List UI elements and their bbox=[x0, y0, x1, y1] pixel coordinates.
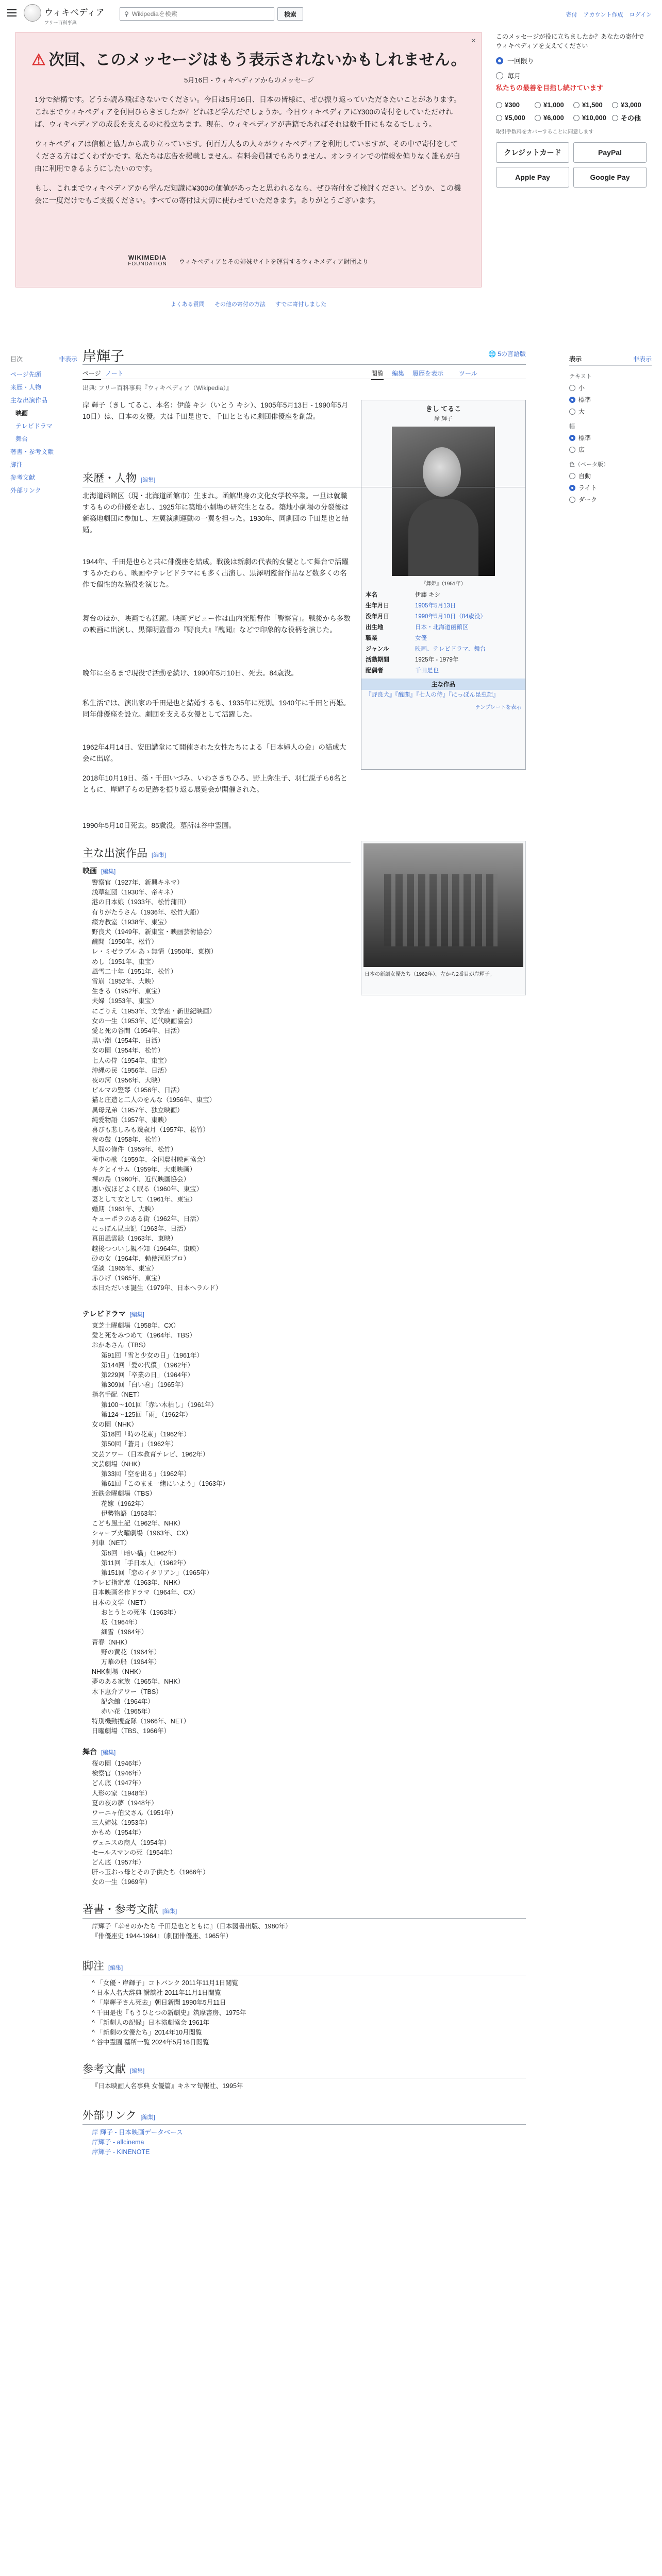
list-item: • 越後つついし親不知（1964年、東映） bbox=[92, 1244, 360, 1254]
donate-panel bbox=[496, 32, 647, 300]
donate-link[interactable]: 寄付 bbox=[566, 12, 577, 18]
toc-item[interactable]: 外部リンク bbox=[10, 487, 41, 494]
infobox-row: 活動期間 1925年 - 1979年 bbox=[366, 657, 459, 663]
list-item: • 綴方教室（1938年、東宝） bbox=[92, 918, 360, 927]
list-item: • どん底（1957年） bbox=[92, 1858, 360, 1868]
page-tabs bbox=[82, 367, 526, 379]
list-item: • 近鉄金曜劇場（TBS） bbox=[92, 1489, 360, 1499]
section-heading: 著書・参考文献 [編集] bbox=[82, 1901, 526, 1919]
external-links-list bbox=[92, 2128, 360, 2158]
list-item: • どん底（1947年） bbox=[92, 1778, 360, 1788]
list-item: • 岸 輝子 - 日本映画データベース bbox=[92, 2128, 360, 2138]
list-item: • 指名手配（NET） bbox=[92, 1390, 360, 1400]
list-item: • 荷車の歌（1959年、全国農村映画協会） bbox=[92, 1155, 360, 1165]
books-list bbox=[92, 1922, 360, 1941]
notes-list bbox=[92, 1978, 360, 2047]
list-item: • 愛と死の谷間（1954年、日活） bbox=[92, 1026, 360, 1036]
edit-link[interactable]: [編集] bbox=[130, 2068, 145, 2074]
list-item: • 黒い潮（1954年、日活） bbox=[92, 1036, 360, 1046]
photo-caption: 『舞姫』（1951年） bbox=[421, 581, 466, 587]
page-title: 岸輝子 bbox=[82, 349, 124, 364]
warning-icon: ⚠ bbox=[31, 52, 46, 69]
list-item: • 文芸劇場（NHK） bbox=[92, 1460, 360, 1469]
list-item: • 愛と死をみつめて（1964年、TBS） bbox=[92, 1331, 360, 1341]
list-item: • 喜びも悲しみも幾歳月（1957年、松竹） bbox=[92, 1125, 360, 1135]
tab-page[interactable]: ページ bbox=[82, 369, 101, 380]
list-item: • 猫と庄造と二人のをんな（1956年、東宝） bbox=[92, 1095, 360, 1105]
list-item: • 『日本映画人名事典 女優篇』キネマ旬報社、1995年 bbox=[92, 2081, 360, 2091]
list-item: • 『俳優座史 1944-1964』（劇団俳優座、1965年） bbox=[92, 1931, 360, 1941]
list-item: • こども風土記（1962年、NHK） bbox=[92, 1519, 360, 1529]
list-item: • 妻として女として（1961年、東宝） bbox=[92, 1195, 360, 1205]
list-item: • 港の日本娘（1933年、松竹蒲田） bbox=[92, 897, 360, 907]
from-wikipedia: 出典: フリー百科事典『ウィキペディア（Wikipedia）』 bbox=[82, 384, 233, 392]
body-paragraph: 晩年に至るまで現役で活動を続け、1990年5月10日、死去。84歳没。 bbox=[82, 669, 299, 677]
list-item: 4. ^ 千田是也『もうひとつの新劇史』筑摩書房、1975年 bbox=[92, 2008, 360, 2018]
list-item: ◦ 万華の船（1964年） bbox=[101, 1657, 360, 1667]
list-item: ◦ 細雪（1964年） bbox=[101, 1628, 360, 1637]
list-item: • 人間の條件（1959年、松竹） bbox=[92, 1145, 360, 1155]
edit-link[interactable]: [編集] bbox=[108, 1965, 123, 1971]
list-item: • 醜聞（1950年、松竹） bbox=[92, 937, 360, 947]
section-heading: 脚注 [編集] bbox=[82, 1958, 526, 1975]
list-item: • 悪い奴ほどよく眠る（1960年、東宝） bbox=[92, 1184, 360, 1194]
list-item: • 文芸アワー（日本教育テレビ、1962年） bbox=[92, 1450, 360, 1460]
color-auto[interactable]: 自動 bbox=[569, 471, 652, 480]
list-item: • セールスマンの死（1954年） bbox=[92, 1848, 360, 1858]
radio-icon bbox=[496, 72, 503, 79]
template-link[interactable]: テンプレートを表示 bbox=[475, 705, 521, 710]
credit-card-button[interactable]: クレジットカード bbox=[496, 142, 569, 163]
list-item: • 真田風雲録（1963年、東映） bbox=[92, 1234, 360, 1244]
appearance-panel bbox=[569, 354, 652, 507]
toc-hide-button[interactable]: 非表示 bbox=[58, 355, 77, 363]
banner-headline: ⚠ 次回、このメッセージはもう表示されないかもしれません。 bbox=[31, 52, 467, 69]
edit-link[interactable]: [編集] bbox=[162, 1908, 177, 1914]
list-item: • 婚期（1961年、大映） bbox=[92, 1205, 360, 1214]
amount-option[interactable]: ¥5,000 bbox=[496, 113, 531, 123]
wikipedia-logo[interactable] bbox=[24, 4, 41, 22]
list-item: • 列車（NET） bbox=[92, 1538, 360, 1548]
infobox-name: 岸 輝子 bbox=[434, 416, 453, 422]
refs-list bbox=[92, 2081, 360, 2091]
list-item: ◦ 第50回「蒼月」（1962年） bbox=[101, 1439, 360, 1449]
group-photo-image[interactable] bbox=[363, 843, 523, 967]
toc-item[interactable]: 脚注 bbox=[10, 461, 23, 468]
width-standard[interactable]: 標準 bbox=[569, 433, 652, 442]
list-item: 1. ^ 「女優・岸輝子」コトバンク 2011年11月1日閲覧 bbox=[92, 1978, 360, 1988]
list-item: ◦ 第144回「愛の代償」（1962年） bbox=[101, 1361, 360, 1370]
list-item: ◦ 花嫁（1962年） bbox=[101, 1499, 360, 1509]
list-item: • めし（1951年、東宝） bbox=[92, 957, 360, 967]
edit-link[interactable]: [編集] bbox=[141, 477, 156, 483]
amount-option[interactable]: ¥6,000 bbox=[535, 113, 569, 123]
list-item: ◦ 第11回「手日本人」（1962年） bbox=[101, 1558, 360, 1568]
list-item: • ヴェニスの商人（1954年） bbox=[92, 1838, 360, 1848]
list-item: • 特別機動捜査隊（1966年、NET） bbox=[92, 1717, 360, 1726]
infobox-row: 職業 女優 bbox=[366, 635, 427, 641]
list-item: ◦ 第8回「暗い橋」（1962年） bbox=[101, 1549, 360, 1558]
list-item: • 純愛物語（1957年、東映） bbox=[92, 1115, 360, 1125]
tab-tools[interactable]: ツール bbox=[459, 370, 477, 377]
list-item: • 女の一生（1953年、近代映画協会） bbox=[92, 1016, 360, 1026]
list-item: • 岸輝子 - KINENOTE bbox=[92, 2147, 360, 2157]
list-item: • 沖縄の民（1956年、日活） bbox=[92, 1066, 360, 1076]
create-account-link[interactable]: アカウント作成 bbox=[583, 12, 623, 18]
language-button[interactable]: 🌐 5の言語版 bbox=[488, 350, 526, 358]
fee-cover-note[interactable]: 取引手数料をカバーすることに同意します bbox=[496, 129, 594, 135]
infobox-kana: きし てるこ bbox=[425, 405, 461, 413]
list-item: • 岸輝子 - allcinema bbox=[92, 2138, 360, 2147]
donate-notice: 私たちの最善を目指し続けています bbox=[496, 84, 604, 92]
list-item: • レ・ミゼラブル あゝ無情（1950年、東横） bbox=[92, 947, 360, 957]
list-item: • 東芝土曜劇場（1958年、CX） bbox=[92, 1321, 360, 1331]
list-item: • 肝っ玉おっ母とその子供たち（1966年） bbox=[92, 1868, 360, 1877]
group-photo bbox=[361, 841, 526, 995]
list-item: ◦ 第151回「恋のイタリアン」（1965年） bbox=[101, 1568, 360, 1578]
appearance-hide-button[interactable]: 非表示 bbox=[633, 355, 652, 363]
list-item: ◦ 坂（1964年） bbox=[101, 1618, 360, 1628]
section-heading: 主な出演作品 [編集] bbox=[82, 845, 351, 862]
search-input[interactable] bbox=[132, 10, 256, 18]
appearance-header: 表示 非表示 bbox=[569, 354, 652, 366]
list-item: ◦ 第309回「白い巻」（1965年） bbox=[101, 1380, 360, 1390]
subsection-heading: 舞台 [編集] bbox=[82, 1748, 116, 1756]
list-item: • 女の園（NHK） bbox=[92, 1420, 360, 1430]
text-size-large[interactable]: 大 bbox=[569, 407, 652, 416]
text-size-label: テキスト bbox=[569, 374, 592, 380]
list-item: • シャープ火曜劇場（1963年、CX） bbox=[92, 1529, 360, 1538]
color-light[interactable]: ライト bbox=[569, 483, 652, 492]
infobox-row: 配偶者 千田是也 bbox=[366, 668, 439, 674]
list-item: • ビルマの竪琴（1956年、日活） bbox=[92, 1086, 360, 1095]
table-of-contents bbox=[10, 354, 77, 497]
lead-paragraph: 岸 輝子（きし てるこ、本名：伊藤 キシ（いとう キシ）、1905年5月13日 - 1990年5月10日）は、日本の女優。夫は千田是也で、千田とともに劇団俳優座を創設。 bbox=[82, 401, 349, 420]
wikimedia-logo: WIKIMEDIA FOUNDATION bbox=[128, 254, 167, 267]
edit-link[interactable]: [編集] bbox=[129, 1312, 144, 1318]
tab-edit[interactable]: 編集 bbox=[392, 370, 405, 377]
list-item: • 夫婦（1953年、東宝） bbox=[92, 996, 360, 1006]
list-item: • 本日ただいま誕生（1979年、日本ヘラルド） bbox=[92, 1283, 360, 1293]
toc-item[interactable]: テレビドラマ bbox=[15, 422, 53, 430]
list-item: • 砂の女（1964年、勅使河原プロ） bbox=[92, 1254, 360, 1264]
toc-item[interactable]: 主な出演作品 bbox=[10, 397, 48, 404]
list-item: ◦ 第124～125回「雨」（1962年） bbox=[101, 1410, 360, 1420]
edit-link[interactable]: [編集] bbox=[140, 2114, 155, 2121]
list-item: • NHK劇場（NHK） bbox=[92, 1667, 360, 1677]
infobox-row: 出生地 日本・北海道函館区 bbox=[366, 624, 469, 631]
google-pay-button[interactable]: Google Pay bbox=[573, 167, 647, 188]
toc-item[interactable]: 著書・参考文献 bbox=[10, 448, 54, 455]
list-item: • 怪談（1965年、東宝） bbox=[92, 1264, 360, 1274]
list-item: 7. ^ 谷中霊園 墓所一覧 2024年5月16日閲覧 bbox=[92, 2038, 360, 2047]
toc-item[interactable]: 来歴・人物 bbox=[10, 384, 42, 391]
list-item: • 日本映画名作ドラマ（1964年、CX） bbox=[92, 1588, 360, 1598]
infobox-row: ジャンル 映画、テレビドラマ、舞台 bbox=[366, 646, 486, 652]
list-item: • 浅草紅団（1930年、帝キネ） bbox=[92, 888, 360, 897]
list-item: 5. ^ 「新劇人の記録」日本演劇協会 1961年 bbox=[92, 2018, 360, 2028]
list-item: • かもめ（1954年） bbox=[92, 1828, 360, 1838]
amount-option[interactable]: ¥10,000 bbox=[573, 113, 608, 123]
faq-link[interactable]: よくある質問 bbox=[170, 301, 205, 308]
list-item: • 三人姉妹（1953年） bbox=[92, 1818, 360, 1828]
user-links bbox=[566, 10, 652, 19]
frequency-monthly[interactable]: 毎月 bbox=[496, 71, 647, 80]
banner-paragraph: ウィキペディアは信頼と協力から成り立っています。何百万人もの人々がウィキペディアを利用していますが、その中で寄付をしてくださる方はごくわずかです。私たちは広告を掲載しません。有料会員制でもありません。オンラインでの情報を偏りなく誰もが自由に利用できるようにしたいのです。 bbox=[35, 140, 461, 173]
frequency-once[interactable]: 一回限り bbox=[496, 56, 647, 65]
banner-date: 5月16日 - ウィキペディアからのメッセージ bbox=[184, 76, 314, 84]
list-item: ◦ 第229回「卒業の日」（1964年） bbox=[101, 1370, 360, 1380]
list-item: • 雪崩（1952年、大映） bbox=[92, 977, 360, 987]
list-item: ◦ 第61回「このまま一緒にいよう」（1963年） bbox=[101, 1479, 360, 1489]
infobox bbox=[361, 400, 526, 770]
list-item: • キクとイサム（1959年、大東映画） bbox=[92, 1165, 360, 1175]
list-item: • 生きる（1952年、東宝） bbox=[92, 987, 360, 996]
subsection-heading: 映画 [編集] bbox=[82, 867, 116, 875]
list-item: • 検察官（1946年） bbox=[92, 1769, 360, 1778]
section-heading: 参考文献 [編集] bbox=[82, 2061, 526, 2078]
toc-header: 目次 非表示 bbox=[10, 355, 77, 363]
radio-icon bbox=[496, 57, 503, 64]
list-item: • 夜の河（1956年、大映） bbox=[92, 1076, 360, 1086]
title-row bbox=[82, 344, 526, 365]
tv-list bbox=[92, 1321, 360, 1737]
body-paragraph: 1990年5月10日死去。85歳没。墓所は谷中霊園。 bbox=[82, 822, 236, 829]
login-link[interactable]: ログイン bbox=[629, 12, 652, 18]
fundraising-banner bbox=[15, 32, 482, 287]
site-wordmark[interactable] bbox=[44, 5, 105, 26]
edit-link[interactable]: [編集] bbox=[101, 869, 116, 875]
body-paragraph: 2018年10月19日、孫・千田いづみ、いわさきちひろ、野上弥生子、羽仁説子ら6名とともに、岸輝子らの足跡を振り返る展覧会が開催された。 bbox=[82, 774, 347, 793]
list-item: • テレビ指定席（1963年、NHK） bbox=[92, 1578, 360, 1588]
amount-option[interactable]: ¥3,000 bbox=[612, 101, 647, 109]
list-item: ◦ 第91回「雪と少女の日」（1961年） bbox=[101, 1351, 360, 1361]
payment-methods bbox=[496, 142, 647, 188]
body-paragraph: 私生活では、演出家の千田是也と結婚するも、1935年に死別。1940年に千田と再婚。同年俳優座を設立。劇団を支える女優として活躍した。 bbox=[82, 699, 351, 718]
site-title: ウィキペディア bbox=[44, 8, 105, 18]
banner-paragraph: 1分で結構です。どうか読み飛ばさないでください。今日は5月16日、日本の皆様に、ぜひ振り返っていただきたいことがあります。これまでウィキペディアを何回ひらきましたか？どれほど学んだでしょうか。今日ウィキペディアに¥300の寄付をしていただければ、ウィキペディアの成長を支えるのに役立ちます。現在、ウィキペディアが書籍であればそれは数千冊にもなるでしょう。 bbox=[35, 95, 461, 128]
list-item: • にごりえ（1953年、文学座・新世紀映画） bbox=[92, 1007, 360, 1016]
body-paragraph: 1944年、千田是也らと共に俳優座を結成。戦後は新劇の代表的女優として舞台で活躍するかたわら、映画やテレビドラマにも多く出演し、黒澤明監督作品など数多くの名作で個性的な脇役を演じた。 bbox=[82, 558, 349, 588]
list-item: • 七人の侍（1954年、東宝） bbox=[92, 1056, 360, 1066]
list-item: 2. ^ 日本人名大辞典 講談社 2011年11月1日閲覧 bbox=[92, 1988, 360, 1998]
list-item: • 警察官（1927年、新興キネマ） bbox=[92, 878, 360, 888]
list-item: • 異母兄弟（1957年、独立映画） bbox=[92, 1106, 360, 1115]
main-menu-icon[interactable] bbox=[7, 9, 16, 16]
body-paragraph: 北海道函館区（現・北海道函館市）生まれ。函館出身の文化女学校卒業。一旦は就職するものの俳優を志し、1925年に築地小劇場の研究生となる。築地小劇場の分裂後は新築地劇団に参加し、左翼演劇運動の一翼を担った。1930年、同劇団の千田是也と結婚。 bbox=[82, 492, 349, 534]
banner-footer-links bbox=[0, 300, 497, 308]
list-item: ◦ 記念館（1964年） bbox=[101, 1697, 360, 1707]
color-label: 色（ベータ版） bbox=[569, 462, 609, 468]
infobox-works-header: 主な作品 bbox=[361, 679, 525, 690]
other-ways-link[interactable]: その他の寄付の方法 bbox=[214, 301, 266, 308]
toc-item[interactable]: ページ先頭 bbox=[10, 371, 41, 378]
amount-option[interactable]: ¥1,000 bbox=[535, 101, 569, 109]
list-item: • 有りがたうさん（1936年、松竹大船） bbox=[92, 908, 360, 918]
list-item: • 青春（NHK） bbox=[92, 1638, 360, 1648]
toc-item-active[interactable]: 映画 bbox=[15, 410, 28, 417]
list-item: ◦ 第18回「時の花束」（1962年） bbox=[101, 1430, 360, 1439]
search-icon: ⚲ bbox=[124, 10, 129, 18]
color-dark[interactable]: ダーク bbox=[569, 495, 652, 504]
body-paragraph: 1962年4月14日、安田講堂にて開催された女性たちによる「日本婦人の会」の結成大会に出席。 bbox=[82, 743, 346, 762]
list-item: • 日本の文学（NET） bbox=[92, 1598, 360, 1608]
already-donated-link[interactable]: すでに寄付しました bbox=[275, 301, 327, 308]
list-item: ◦ 伊勢物語（1963年） bbox=[101, 1509, 360, 1519]
list-item: ◦ 野の黄花（1964年） bbox=[101, 1648, 360, 1657]
amount-option[interactable]: ¥300 bbox=[496, 101, 531, 109]
list-item: • 人形の家（1948年） bbox=[92, 1789, 360, 1799]
banner-from-text: ウィキペディアとその姉妹サイトを運営するウィキメディア財団より bbox=[179, 258, 369, 265]
search-button[interactable]: 検索 bbox=[277, 7, 303, 21]
text-size-standard[interactable]: 標準 bbox=[569, 395, 652, 404]
stage-list bbox=[92, 1759, 360, 1888]
list-item: • 裸の島（1960年、近代映画協会） bbox=[92, 1175, 360, 1184]
text-size-small[interactable]: 小 bbox=[569, 383, 652, 392]
body-paragraph: 舞台のほか、映画でも活躍。映画デビュー作は山内光監督作「警察官」。戦後から多数の映画に出演し、黒澤明監督の『野良犬』『醜聞』などで印象的な役柄を演じた。 bbox=[82, 615, 351, 634]
list-item: • 野良犬（1949年、新東宝・映画芸術協会） bbox=[92, 927, 360, 937]
donate-question: このメッセージが役に立ちましたか？あなたの寄付でウィキペディアを支えてください bbox=[496, 33, 644, 49]
site-header bbox=[0, 0, 662, 27]
amount-option[interactable]: ¥1,500 bbox=[573, 101, 608, 109]
list-item: • 岸輝子『幸せのかたち 千田是也とともに』（日本図書出版、1980年） bbox=[92, 1922, 360, 1931]
list-item: ◦ 第33回「空を出る」（1962年） bbox=[101, 1469, 360, 1479]
list-item: • にっぽん昆虫記（1963年、日活） bbox=[92, 1224, 360, 1234]
amount-options bbox=[496, 101, 647, 123]
banner-body bbox=[35, 93, 464, 214]
list-item: • 夏の夜の夢（1948年） bbox=[92, 1799, 360, 1808]
list-item: • 木下恵介アワー（TBS） bbox=[92, 1687, 360, 1697]
section-heading: 来歴・人物 [編集] bbox=[82, 470, 526, 487]
subsection-heading: テレビドラマ [編集] bbox=[82, 1310, 144, 1318]
amount-option[interactable]: その他 bbox=[612, 113, 647, 123]
list-item: ◦ おとうとの死体（1963年） bbox=[101, 1608, 360, 1618]
list-item: ◦ 赤い花（1965年） bbox=[101, 1707, 360, 1717]
film-list bbox=[92, 878, 360, 1294]
list-item: • ワーニャ伯父さん（1951年） bbox=[92, 1808, 360, 1818]
tab-history[interactable]: 履歴を表示 bbox=[412, 370, 444, 377]
list-item: • 日曜劇場（TBS、1966年） bbox=[92, 1726, 360, 1736]
width-wide[interactable]: 広 bbox=[569, 445, 652, 454]
list-item: • おかあさん（TBS） bbox=[92, 1341, 360, 1350]
banner-paragraph: もし、これまでウィキペディアから学んだ知識に¥300の価値があったと思われるなら、ぜひ寄付をご検討ください。どうか、この機会に一度だけでもご支援ください。すべての寄付は大切に使わせていただきます。ありがとうございます。 bbox=[35, 184, 461, 205]
toc-item[interactable]: 参考文献 bbox=[10, 474, 36, 481]
infobox-works: 『野良犬』『醜聞』『七人の侍』『にっぽん昆虫記』 bbox=[366, 692, 499, 698]
portrait-photo[interactable] bbox=[392, 427, 495, 576]
list-item: • キューポラのある街（1962年、日活） bbox=[92, 1214, 360, 1224]
tab-read[interactable]: 閲覧 bbox=[371, 369, 384, 380]
toc-item[interactable]: 舞台 bbox=[15, 435, 28, 443]
list-item: • 夢のある家族（1965年、NHK） bbox=[92, 1677, 360, 1687]
search-box bbox=[120, 7, 274, 21]
infobox-row: 没年月日 1990年5月10日（84歳没） bbox=[366, 614, 487, 620]
list-item: • 風雪二十年（1951年、松竹） bbox=[92, 967, 360, 977]
tab-talk[interactable]: ノート bbox=[105, 370, 124, 377]
infobox-row: 本名 伊藤 キシ bbox=[366, 592, 441, 598]
apple-pay-button[interactable]: Apple Pay bbox=[496, 167, 569, 188]
list-item: ◦ 第100～101回「赤い木枯し」（1961年） bbox=[101, 1400, 360, 1410]
list-item: • 赤ひげ（1965年、東宝） bbox=[92, 1274, 360, 1283]
infobox-row: 生年月日 1905年5月13日 bbox=[366, 603, 456, 609]
paypal-button[interactable]: PayPal bbox=[573, 142, 647, 163]
list-item: 6. ^ 「新劇の女優たち」2014年10月閲覧 bbox=[92, 2028, 360, 2038]
list-item: 3. ^ 「岸輝子さん死去」朝日新聞 1990年5月11日 bbox=[92, 1998, 360, 2008]
section-heading: 外部リンク [編集] bbox=[82, 2107, 526, 2125]
close-icon[interactable]: × bbox=[471, 37, 476, 45]
list-item: • 夜の鼓（1958年、松竹） bbox=[92, 1135, 360, 1145]
edit-link[interactable]: [編集] bbox=[101, 1750, 116, 1756]
width-label: 幅 bbox=[569, 423, 575, 430]
list-item: • 桜の園（1946年） bbox=[92, 1759, 360, 1769]
site-subtitle: フリー百科事典 bbox=[44, 20, 77, 25]
list-item: • 女の園（1954年、松竹） bbox=[92, 1046, 360, 1056]
group-photo-caption: 日本の新劇女優たち（1962年）。左から2番目が岸輝子。 bbox=[365, 972, 495, 977]
edit-link[interactable]: [編集] bbox=[152, 852, 167, 858]
list-item: • 女の一生（1969年） bbox=[92, 1877, 360, 1887]
